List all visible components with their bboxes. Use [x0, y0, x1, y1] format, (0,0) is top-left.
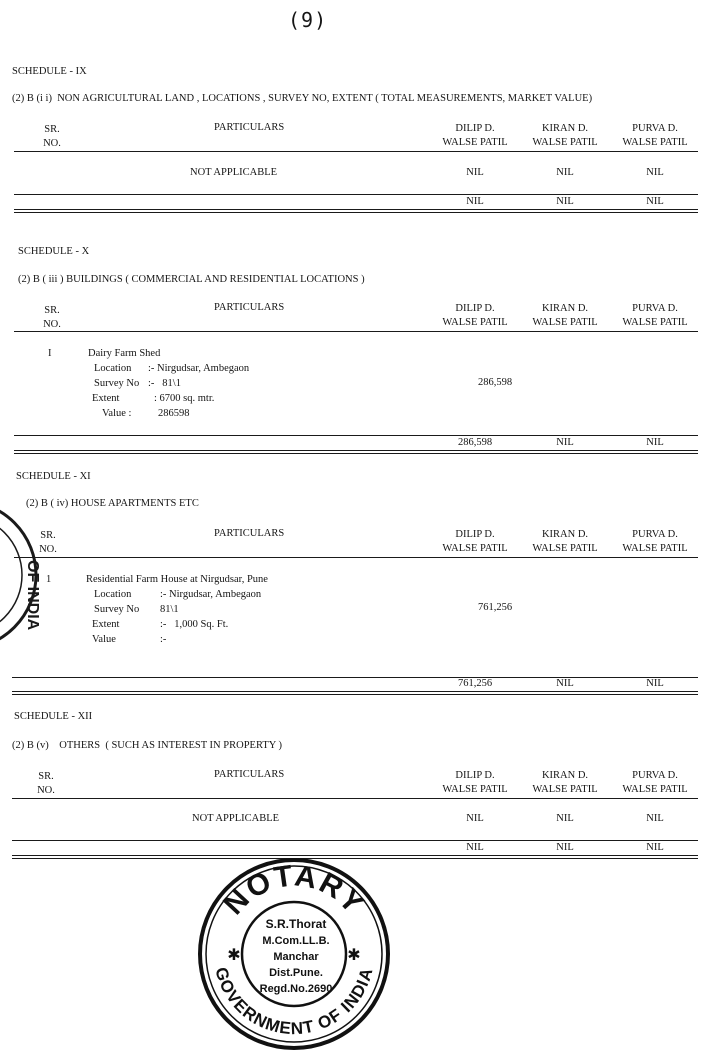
particulars-header: PARTICULARS [214, 122, 285, 133]
schedule-10-subtitle: (2) B ( iii ) BUILDINGS ( COMMERCIAL AND RESIDENTIAL LOCATIONS ) [18, 274, 365, 285]
schedule-12-subtitle: (2) B (v) OTHERS ( SUCH AS INTEREST IN PROPERTY ) [12, 740, 283, 751]
particulars-header: PARTICULARS [214, 769, 285, 780]
item-sr: I [48, 348, 52, 359]
item-name: Residential Farm House at Nirgudsar, Pune [86, 574, 268, 585]
stamp-line: Dist.Pune. [269, 967, 323, 979]
detail-value: :- Nirgudsar, Ambegaon [148, 363, 250, 374]
dilip-header: DILIP D. WALSE PATIL [442, 529, 508, 554]
kiran-total: NIL [556, 196, 574, 207]
header-rule [14, 151, 698, 152]
item-name: Dairy Farm Shed [88, 348, 161, 359]
sr-no-header: SR. NO. [43, 305, 61, 330]
dilip-value: NIL [466, 813, 484, 824]
purva-total: NIL [646, 196, 664, 207]
purva-header: PURVA D. WALSE PATIL [622, 770, 688, 795]
stamp-top-text: NOTARY [217, 859, 372, 922]
star-icon: ✱ [227, 947, 241, 964]
detail-label: Survey No [94, 604, 140, 615]
header-rule [14, 557, 698, 558]
detail-value: 81\1 [160, 604, 179, 615]
stamp-line: S.R.Thorat [265, 917, 327, 931]
dilip-total: NIL [466, 196, 484, 207]
total-rule-double [14, 453, 698, 454]
kiran-value: NIL [556, 167, 574, 178]
item-sr: 1 [46, 574, 52, 585]
total-rule-bottom [14, 209, 698, 210]
detail-value: :- [160, 634, 167, 645]
schedule-9-title: SCHEDULE - IX [12, 66, 87, 77]
item-amount: 286,598 [477, 377, 513, 388]
kiran-header: KIRAN D. WALSE PATIL [532, 123, 598, 148]
schedule-9-subtitle: (2) B (i i) NON AGRICULTURAL LAND , LOCATIONS , SURVEY NO, EXTENT ( TOTAL MEASUREMENTS, MARKET VALUE) [12, 93, 593, 104]
stamp-line: Manchar [273, 951, 319, 963]
dilip-header: DILIP D. WALSE PATIL [442, 123, 508, 148]
sr-no-header: SR. NO. [37, 771, 55, 796]
detail-label: Survey No [94, 378, 140, 389]
purva-total: NIL [646, 437, 664, 448]
schedule-10-title: SCHEDULE - X [18, 246, 90, 257]
purva-value: NIL [646, 167, 664, 178]
dilip-header: DILIP D. WALSE PATIL [442, 303, 508, 328]
kiran-header: KIRAN D. WALSE PATIL [532, 303, 598, 328]
stamp-line: Regd.No.2690 [259, 983, 333, 995]
svg-text:NOTARY [217, 859, 371, 921]
detail-label: Location [94, 363, 132, 374]
total-rule-bottom [12, 691, 698, 692]
purva-header: PURVA D. WALSE PATIL [622, 123, 688, 148]
kiran-header: KIRAN D. WALSE PATIL [532, 770, 598, 795]
particulars-header: PARTICULARS [214, 302, 285, 313]
schedule-11-title: SCHEDULE - XI [16, 471, 91, 482]
dilip-total: 761,256 [457, 678, 493, 689]
kiran-header: KIRAN D. WALSE PATIL [532, 529, 598, 554]
kiran-total: NIL [556, 678, 574, 689]
partial-stamp-text: OF INDIA [24, 560, 41, 631]
kiran-total: NIL [556, 842, 574, 853]
detail-label: Location [94, 589, 132, 600]
detail-value: : 6700 sq. mtr. [154, 393, 215, 404]
sr-no-header: SR. NO. [39, 530, 57, 555]
partial-notary-stamp [0, 490, 44, 660]
total-rule-bottom [14, 450, 698, 451]
not-applicable-text: NOT APPLICABLE [190, 167, 278, 178]
detail-value: :- 81\1 [148, 378, 181, 389]
header-rule [12, 798, 698, 799]
purva-value: NIL [646, 813, 664, 824]
schedule-12-title: SCHEDULE - XII [14, 711, 93, 722]
star-icon: ✱ [347, 947, 361, 964]
detail-value: :- Nirgudsar, Ambegaon [160, 589, 262, 600]
detail-label: Extent [92, 393, 120, 404]
purva-total: NIL [646, 842, 664, 853]
page-number: (9) [288, 8, 328, 32]
purva-total: NIL [646, 678, 664, 689]
notary-stamp [196, 856, 392, 1052]
detail-value: 286598 [158, 408, 190, 419]
detail-label: Value [92, 634, 116, 645]
schedule-11-subtitle: (2) B ( iv) HOUSE APARTMENTS ETC [26, 498, 199, 509]
total-rule-double [12, 694, 698, 695]
kiran-total: NIL [556, 437, 574, 448]
stamp-bottom-text: GOVERNMENT OF INDIA [211, 965, 377, 1039]
stamp-line: M.Com.LL.B. [262, 935, 330, 947]
not-applicable-text: NOT APPLICABLE [192, 813, 280, 824]
header-rule [14, 331, 698, 332]
dilip-total: 286,598 [457, 437, 493, 448]
purva-header: PURVA D. WALSE PATIL [622, 529, 688, 554]
dilip-value: NIL [466, 167, 484, 178]
kiran-value: NIL [556, 813, 574, 824]
detail-label: Extent [92, 619, 120, 630]
particulars-header: PARTICULARS [214, 528, 285, 539]
item-amount: 761,256 [477, 602, 513, 613]
detail-value: :- 1,000 Sq. Ft. [160, 619, 229, 630]
sr-no-header: SR. NO. [43, 124, 61, 149]
purva-header: PURVA D. WALSE PATIL [622, 303, 688, 328]
detail-label: Value : [102, 408, 132, 419]
dilip-header: DILIP D. WALSE PATIL [442, 770, 508, 795]
total-rule-double [14, 212, 698, 213]
dilip-total: NIL [466, 842, 484, 853]
